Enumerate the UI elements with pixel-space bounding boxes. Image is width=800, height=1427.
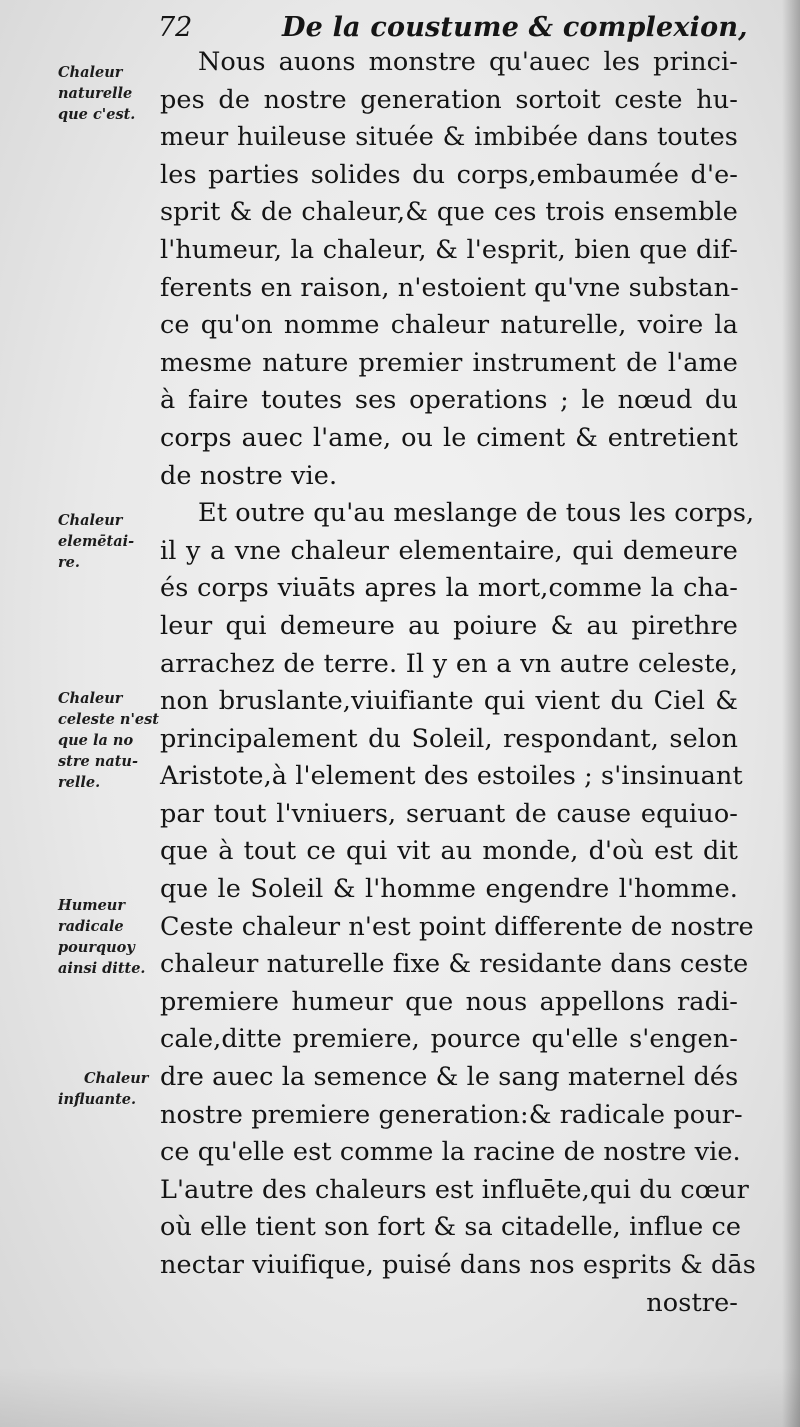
text-line: les parties solides du corps,embaumée d'e- <box>160 159 738 190</box>
text-line: où elle tient son fort & sa citadelle, influe ce <box>160 1212 742 1243</box>
text-line: mesme nature premier instrument de l'ame <box>160 347 738 378</box>
text-line: sprit & de chaleur,& que ces trois ensemble <box>160 197 738 228</box>
margin-note-chaleur-elementaire <box>58 510 162 573</box>
text-line: que à tout ce qui vit au monde, d'où est dit <box>160 836 738 867</box>
text-line: ce qu'elle est comme la racine de nostre vie. <box>160 1137 741 1168</box>
margin-note-line: ainsi ditte. <box>58 960 146 977</box>
text-line: à faire toutes ses operations ; le nœud du <box>160 385 738 416</box>
margin-note-chaleur-celeste <box>58 688 162 793</box>
body-text <box>160 44 756 1322</box>
text-line: arrachez de terre. Il y en a vn autre celeste, <box>160 648 738 679</box>
text-line: non bruslante,viuifiante qui vient du Ciel & <box>160 686 738 717</box>
page-number: 72 <box>158 12 193 43</box>
text-line: il y a vne chaleur elementaire, qui demeure <box>160 535 738 566</box>
running-title: De la coustume & complexion, <box>282 12 748 43</box>
text-line: Ceste chaleur n'est point differente de nostre <box>160 911 754 942</box>
margin-note-humeur-radicale <box>58 895 162 979</box>
text-line: par tout l'vniuers, seruant de cause equiuo- <box>160 798 738 829</box>
text-line: de nostre vie. <box>160 460 338 491</box>
margin-note-line: re. <box>58 554 80 571</box>
text-line: cale,ditte premiere, pource qu'elle s'engen- <box>160 1024 738 1055</box>
text-line: corps auec l'ame, ou le ciment & entretient <box>160 422 738 453</box>
text-line: que le Soleil & l'homme engendre l'homme. <box>160 874 738 905</box>
margin-note-line: pourquoy <box>58 939 135 956</box>
margin-note-line: elemētai- <box>58 533 135 550</box>
page-edge-shadow <box>782 0 800 1427</box>
text-line: Et outre qu'au meslange de tous les corps, <box>198 498 755 529</box>
text-line: és corps viuāts apres la mort,comme la cha- <box>160 573 738 604</box>
margin-note-line: naturelle <box>58 85 133 102</box>
text-line: ce qu'on nomme chaleur naturelle, voire la <box>160 310 738 341</box>
text-line: meur huileuse située & imbibée dans toutes <box>160 122 738 153</box>
text-line: ferents en raison, n'estoient qu'vne substan- <box>160 272 739 303</box>
margin-note-line: influante. <box>58 1091 137 1108</box>
text-line: nectar viuifique, puisé dans nos esprits & dās <box>160 1250 756 1280</box>
text-line: pes de nostre generation sortoit ceste hu- <box>160 84 738 115</box>
text-line: l'humeur, la chaleur, & l'esprit, bien que dif- <box>160 234 738 265</box>
catchword: nostre- <box>646 1287 738 1318</box>
margin-note-line: Humeur <box>58 897 125 914</box>
text-line: dre auec la semence & le sang maternel dés <box>160 1062 739 1093</box>
text-line: chaleur naturelle fixe & residante dans ceste <box>160 949 749 980</box>
margin-note-line: radicale <box>58 918 124 935</box>
text-line: nostre premiere generation:& radicale pour- <box>160 1099 743 1130</box>
text-line: L'autre des chaleurs est influēte,qui du cœur <box>160 1174 749 1205</box>
text-line: leur qui demeure au poiure & au pirethre <box>160 610 738 641</box>
page-header <box>0 8 800 48</box>
text-line: premiere humeur que nous appellons radi- <box>160 986 738 1017</box>
margin-note-line: que c'est. <box>58 106 136 123</box>
margin-note-line: Chaleur <box>58 690 123 707</box>
margin-note-chaleur-naturelle <box>58 62 162 125</box>
page-bottom-shade <box>0 1367 800 1427</box>
margin-note-line: Chaleur <box>58 512 123 529</box>
margin-note-line: relle. <box>58 774 101 791</box>
text-line: Aristote,à l'element des estoiles ; s'insinuant <box>160 761 743 792</box>
margin-note-line: que la no <box>58 732 134 749</box>
margin-note-line: Chaleur <box>58 64 123 81</box>
margin-note-line: Chaleur <box>84 1070 149 1087</box>
margin-note-line: celeste n'est <box>58 711 159 728</box>
margin-note-line: stre natu- <box>58 753 138 770</box>
text-line: principalement du Soleil, respondant, selon <box>160 723 738 754</box>
text-line: Nous auons monstre qu'auec les princi- <box>198 47 738 77</box>
